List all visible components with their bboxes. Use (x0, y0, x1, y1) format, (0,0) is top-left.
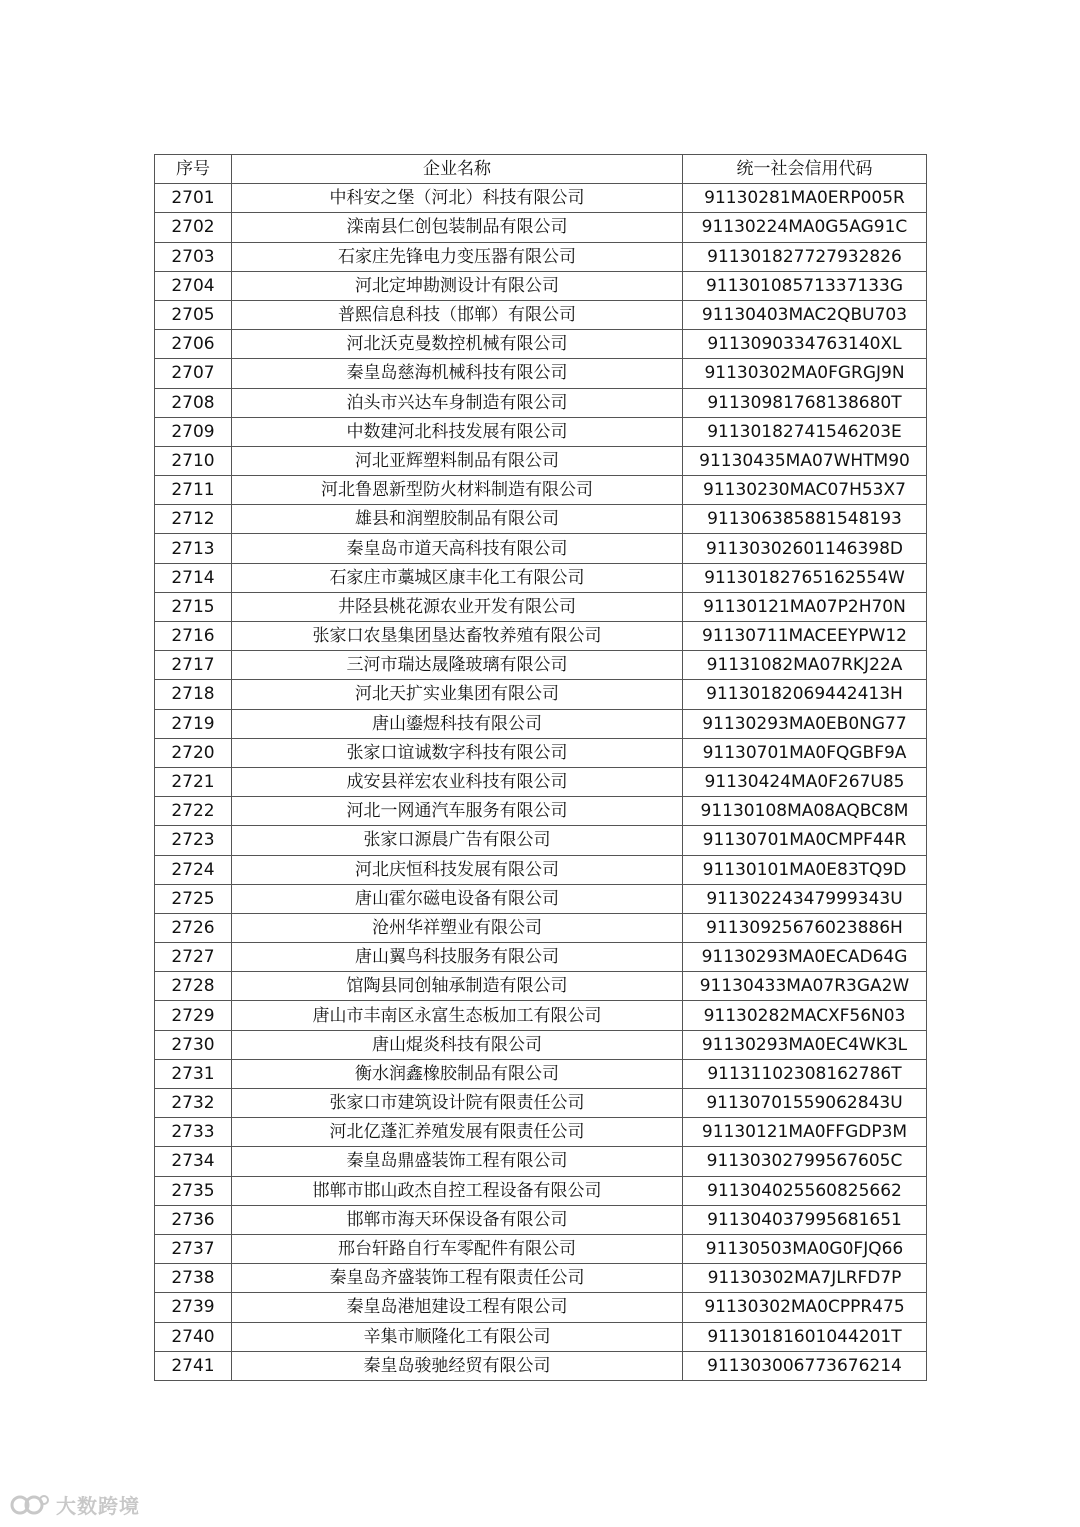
cell-serial: 2721 (155, 767, 232, 796)
cell-serial: 2736 (155, 1205, 232, 1234)
cell-company-name: 唐山焜炎科技有限公司 (232, 1030, 683, 1059)
table-row (155, 1322, 927, 1351)
cell-serial: 2726 (155, 913, 232, 942)
cell-serial: 2702 (155, 213, 232, 242)
cell-serial: 2731 (155, 1059, 232, 1088)
table-row (155, 534, 927, 563)
cell-credit-code: 91130224347999343U (683, 884, 927, 913)
cell-credit-code: 91130108MA08AQBC8M (683, 797, 927, 826)
cell-company-name: 唐山霍尔磁电设备有限公司 (232, 884, 683, 913)
cell-credit-code: 91130101MA0E83TQ9D (683, 855, 927, 884)
cell-credit-code: 911303006773676214 (683, 1351, 927, 1380)
table-row (155, 738, 927, 767)
table-row (155, 767, 927, 796)
table-row (155, 1118, 927, 1147)
cell-company-name: 秦皇岛骏驰经贸有限公司 (232, 1351, 683, 1380)
cell-serial: 2712 (155, 505, 232, 534)
cell-company-name: 邯郸市海天环保设备有限公司 (232, 1205, 683, 1234)
cell-credit-code: 91130230MAC07H53X7 (683, 476, 927, 505)
cell-company-name: 河北庆恒科技发展有限公司 (232, 855, 683, 884)
table-row (155, 184, 927, 213)
cell-credit-code: 911304037995681651 (683, 1205, 927, 1234)
cell-company-name: 雄县和润塑胶制品有限公司 (232, 505, 683, 534)
cell-serial: 2713 (155, 534, 232, 563)
watermark (10, 1490, 140, 1519)
cell-serial: 2732 (155, 1089, 232, 1118)
table-row (155, 651, 927, 680)
table-header-row (155, 155, 927, 184)
cell-serial: 2735 (155, 1176, 232, 1205)
cell-company-name: 普熙信息科技（邯郸）有限公司 (232, 300, 683, 329)
cell-serial: 2734 (155, 1147, 232, 1176)
cell-serial: 2733 (155, 1118, 232, 1147)
table-row (155, 563, 927, 592)
cell-credit-code: 911304025560825662 (683, 1176, 927, 1205)
cell-company-name: 沧州华祥塑业有限公司 (232, 913, 683, 942)
cell-serial: 2730 (155, 1030, 232, 1059)
table-row (155, 826, 927, 855)
cell-credit-code: 91130302799567605C (683, 1147, 927, 1176)
cell-credit-code: 91130701MA0FQGBF9A (683, 738, 927, 767)
table-row (155, 622, 927, 651)
cell-company-name: 张家口谊诚数字科技有限公司 (232, 738, 683, 767)
cell-serial: 2729 (155, 1001, 232, 1030)
cell-serial: 2706 (155, 330, 232, 359)
cell-company-name: 石家庄市藁城区康丰化工有限公司 (232, 563, 683, 592)
table-row (155, 855, 927, 884)
cell-credit-code: 91130182069442413H (683, 680, 927, 709)
table-row (155, 505, 927, 534)
cell-credit-code: 91130293MA0ECAD64G (683, 943, 927, 972)
cell-serial: 2719 (155, 709, 232, 738)
cell-company-name: 石家庄先锋电力变压器有限公司 (232, 242, 683, 271)
cell-company-name: 河北一网通汽车服务有限公司 (232, 797, 683, 826)
table-row (155, 330, 927, 359)
cell-credit-code: 91130302MA7JLRFD7P (683, 1264, 927, 1293)
cell-company-name: 井陉县桃花源农业开发有限公司 (232, 592, 683, 621)
table-row (155, 417, 927, 446)
table-row (155, 271, 927, 300)
cell-company-name: 唐山鎏煜科技有限公司 (232, 709, 683, 738)
cell-credit-code: 91130925676023886H (683, 913, 927, 942)
cell-serial: 2723 (155, 826, 232, 855)
cell-company-name: 唐山翼鸟科技服务有限公司 (232, 943, 683, 972)
cell-serial: 2737 (155, 1234, 232, 1263)
cell-serial: 2720 (155, 738, 232, 767)
cell-serial: 2740 (155, 1322, 232, 1351)
cell-serial: 2707 (155, 359, 232, 388)
cell-company-name: 辛集市顺隆化工有限公司 (232, 1322, 683, 1351)
cell-credit-code: 91130121MA07P2H70N (683, 592, 927, 621)
cell-company-name: 邢台轩路自行车零配件有限公司 (232, 1234, 683, 1263)
table-row (155, 972, 927, 1001)
table-row (155, 943, 927, 972)
cell-company-name: 三河市瑞达晟隆玻璃有限公司 (232, 651, 683, 680)
cell-serial: 2717 (155, 651, 232, 680)
cell-serial: 2728 (155, 972, 232, 1001)
cell-serial: 2709 (155, 417, 232, 446)
cell-credit-code: 91130701MA0CMPF44R (683, 826, 927, 855)
company-table-container (154, 154, 926, 1381)
cell-company-name: 馆陶县同创轴承制造有限公司 (232, 972, 683, 1001)
cell-credit-code: 91131082MA07RKJ22A (683, 651, 927, 680)
table-row (155, 797, 927, 826)
cell-company-name: 中数建河北科技发展有限公司 (232, 417, 683, 446)
table-row (155, 913, 927, 942)
cell-company-name: 河北定坤勘测设计有限公司 (232, 271, 683, 300)
cell-credit-code: 91130282MACXF56N03 (683, 1001, 927, 1030)
cell-credit-code: 91130302MA0CPPR475 (683, 1293, 927, 1322)
cell-serial: 2738 (155, 1264, 232, 1293)
cell-credit-code: 911301827727932826 (683, 242, 927, 271)
company-table (154, 154, 927, 1381)
cell-credit-code: 91130302MA0FGRGJ9N (683, 359, 927, 388)
cell-credit-code: 91130302601146398D (683, 534, 927, 563)
cell-company-name: 滦南县仁创包装制品有限公司 (232, 213, 683, 242)
cell-company-name: 张家口农垦集团垦达畜牧养殖有限公司 (232, 622, 683, 651)
table-row (155, 1351, 927, 1380)
table-body (155, 184, 927, 1381)
cell-serial: 2741 (155, 1351, 232, 1380)
cell-company-name: 衡水润鑫橡胶制品有限公司 (232, 1059, 683, 1088)
cell-credit-code: 91130224MA0G5AG91C (683, 213, 927, 242)
cell-company-name: 秦皇岛市道天高科技有限公司 (232, 534, 683, 563)
table-row (155, 1147, 927, 1176)
header-credit-code: 统一社会信用代码 (683, 155, 927, 184)
table-row (155, 1176, 927, 1205)
cell-credit-code: 91130503MA0G0FJQ66 (683, 1234, 927, 1263)
table-row (155, 446, 927, 475)
cell-serial: 2725 (155, 884, 232, 913)
cell-company-name: 河北天扩实业集团有限公司 (232, 680, 683, 709)
cell-serial: 2708 (155, 388, 232, 417)
header-company-name: 企业名称 (232, 155, 683, 184)
cell-credit-code: 91130424MA0F267U85 (683, 767, 927, 796)
cell-company-name: 成安县祥宏农业科技有限公司 (232, 767, 683, 796)
cell-credit-code: 91130108571337133G (683, 271, 927, 300)
table-row (155, 884, 927, 913)
cell-serial: 2714 (155, 563, 232, 592)
table-row (155, 1234, 927, 1263)
cell-credit-code: 91130435MA07WHTM90 (683, 446, 927, 475)
cell-serial: 2718 (155, 680, 232, 709)
header-serial: 序号 (155, 155, 232, 184)
cell-serial: 2703 (155, 242, 232, 271)
cell-credit-code: 91130182765162554W (683, 563, 927, 592)
cell-company-name: 河北亚辉塑料制品有限公司 (232, 446, 683, 475)
cell-serial: 2715 (155, 592, 232, 621)
cell-credit-code: 911306385881548193 (683, 505, 927, 534)
cell-credit-code: 91130293MA0EC4WK3L (683, 1030, 927, 1059)
table-row (155, 476, 927, 505)
cell-company-name: 张家口源晨广告有限公司 (232, 826, 683, 855)
cell-serial: 2710 (155, 446, 232, 475)
table-row (155, 213, 927, 242)
cell-serial: 2739 (155, 1293, 232, 1322)
cell-credit-code: 9113090334763140XL (683, 330, 927, 359)
cell-credit-code: 91130433MA07R3GA2W (683, 972, 927, 1001)
table-row (155, 1205, 927, 1234)
table-row (155, 1293, 927, 1322)
cell-company-name: 秦皇岛鼎盛装饰工程有限公司 (232, 1147, 683, 1176)
cell-company-name: 泊头市兴达车身制造有限公司 (232, 388, 683, 417)
cell-company-name: 秦皇岛齐盛装饰工程有限责任公司 (232, 1264, 683, 1293)
table-row (155, 592, 927, 621)
cell-credit-code: 91130281MA0ERP005R (683, 184, 927, 213)
cell-credit-code: 91130981768138680T (683, 388, 927, 417)
table-row (155, 1059, 927, 1088)
table-row (155, 1001, 927, 1030)
watermark-text: 大数跨境 (56, 1494, 140, 1518)
cell-credit-code: 91131102308162786T (683, 1059, 927, 1088)
cell-company-name: 唐山市丰南区永富生态板加工有限公司 (232, 1001, 683, 1030)
table-row (155, 242, 927, 271)
cell-credit-code: 91130121MA0FFGDP3M (683, 1118, 927, 1147)
cell-credit-code: 91130701559062843U (683, 1089, 927, 1118)
table-row (155, 1264, 927, 1293)
cell-company-name: 秦皇岛慈海机械科技有限公司 (232, 359, 683, 388)
table-row (155, 1089, 927, 1118)
cell-company-name: 河北亿蓬汇养殖发展有限责任公司 (232, 1118, 683, 1147)
cell-serial: 2705 (155, 300, 232, 329)
cell-company-name: 张家口市建筑设计院有限责任公司 (232, 1089, 683, 1118)
table-row (155, 388, 927, 417)
watermark-logo-icon (10, 1492, 50, 1518)
cell-credit-code: 91130293MA0EB0NG77 (683, 709, 927, 738)
cell-serial: 2704 (155, 271, 232, 300)
cell-serial: 2727 (155, 943, 232, 972)
cell-serial: 2711 (155, 476, 232, 505)
cell-company-name: 河北沃克曼数控机械有限公司 (232, 330, 683, 359)
table-row (155, 709, 927, 738)
cell-credit-code: 91130182741546203E (683, 417, 927, 446)
table-row (155, 359, 927, 388)
cell-serial: 2722 (155, 797, 232, 826)
table-row (155, 300, 927, 329)
cell-credit-code: 91130181601044201T (683, 1322, 927, 1351)
cell-company-name: 秦皇岛港旭建设工程有限公司 (232, 1293, 683, 1322)
table-row (155, 1030, 927, 1059)
cell-serial: 2701 (155, 184, 232, 213)
cell-company-name: 邯郸市邯山政杰自控工程设备有限公司 (232, 1176, 683, 1205)
cell-credit-code: 91130403MAC2QBU703 (683, 300, 927, 329)
cell-company-name: 中科安之堡（河北）科技有限公司 (232, 184, 683, 213)
cell-company-name: 河北鲁恩新型防火材料制造有限公司 (232, 476, 683, 505)
cell-credit-code: 91130711MACEEYPW12 (683, 622, 927, 651)
cell-serial: 2724 (155, 855, 232, 884)
cell-serial: 2716 (155, 622, 232, 651)
table-row (155, 680, 927, 709)
